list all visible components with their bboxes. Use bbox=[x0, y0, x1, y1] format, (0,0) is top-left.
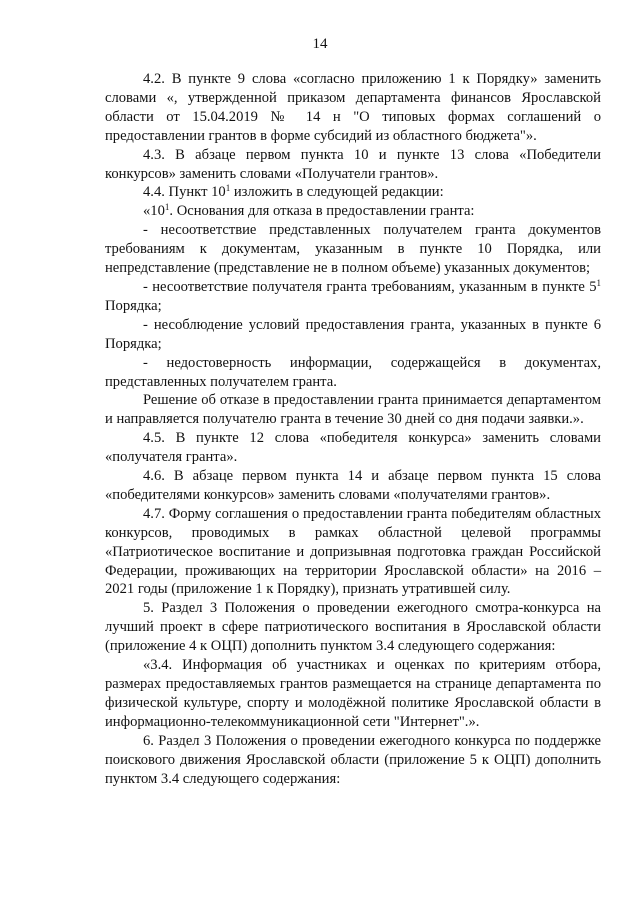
paragraph-text: . Основания для отказа в предоставлении гранта: bbox=[169, 203, 475, 220]
paragraph-3-4: «3.4. Информация об участниках и оценках по критериям отбора, размерах предоставляемых грантов размещается на странице департамента по физической культуре, спорту и молодёжной политике Ярославской области в информационно-телекоммуникационной сети "Интернет".». bbox=[105, 657, 601, 730]
list-item-conditions: - несоблюдение условий предоставления гранта, указанных в пункте 6 Порядка; bbox=[105, 316, 601, 352]
superscript: 1 bbox=[596, 277, 601, 288]
paragraph-10-1-header bbox=[105, 202, 601, 221]
list-item-documents: - несоответствие представленных получателем гранта документов требованиям к документам, указанным в пункте 10 Порядка, или непредставление (представление не в полном объеме) указанных документов; bbox=[105, 222, 601, 277]
paragraph-refusal-decision: Решение об отказе в предоставлении гранта принимается департаментом и направляется получателю гранта в течение 30 дней со дня подачи заявки.». bbox=[105, 392, 601, 428]
paragraph-4-3: 4.3. В абзаце первом пункта 10 и пункте 13 слова «Победители конкурсов» заменить словами «Получатели грантов». bbox=[105, 146, 601, 182]
document-body bbox=[105, 70, 601, 788]
paragraph-text: 4.4. Пункт 10 bbox=[143, 184, 226, 201]
superscript: 1 bbox=[164, 202, 170, 213]
superscript: 1 bbox=[225, 183, 231, 194]
paragraph-6: 6. Раздел 3 Положения о проведении ежегодного конкурса по поддержке поискового движения Ярославской области (приложение 5 к ОЦП) дополнить пунктом 3.4 следующего содержания: bbox=[105, 732, 601, 787]
paragraph-text: изложить в следующей редакции: bbox=[230, 184, 444, 201]
paragraph-text: - несоответствие получателя гранта требованиям, указанным в пункте 5 bbox=[143, 278, 597, 295]
page-number: 14 bbox=[312, 36, 328, 52]
list-item-requirements bbox=[105, 278, 601, 316]
list-item-unreliability: - недостоверность информации, содержащейся в документах, представленных получателем гранта. bbox=[105, 354, 601, 390]
paragraph-4-6: 4.6. В абзаце первом пункта 14 и абзаце первом пункта 15 слова «победителями конкурсов» заменить словами «получателями грантов». bbox=[105, 468, 601, 503]
paragraph-4-4 bbox=[105, 183, 601, 202]
paragraph-4-7: 4.7. Форму соглашения о предоставлении гранта победителям областных конкурсов, проводимых в рамках областной целевой программы «Патриотическое воспитание и допризывная подготовка граждан Российской Федерации, проживающих на территории Ярославской области» на 2016 – 2021 годы (приложение 1 к Порядку), признать утратившей силу. bbox=[105, 505, 601, 598]
paragraph-5: 5. Раздел 3 Положения о проведении ежегодного смотра-конкурса на лучший проект в сфере патриотического воспитания в Ярославской области (приложение 4 к ОЦП) дополнить пунктом 3.4 следующего содержания: bbox=[105, 600, 601, 655]
paragraph-4-5: 4.5. В пункте 12 слова «победителя конкурса» заменить словами «получателя гранта». bbox=[105, 430, 601, 466]
paragraph-4-2: 4.2. В пункте 9 слова «согласно приложению 1 к Порядку» заменить словами «, утвержденной приказом департамента финансов Ярославской области от 15.04.2019 № 14 н "О типовых формах соглашений о предоставлении грантов в форме субсидий из областного бюджета"». bbox=[105, 71, 601, 144]
paragraph-text: Порядка; bbox=[105, 297, 162, 314]
paragraph-text: «10 bbox=[143, 203, 165, 220]
